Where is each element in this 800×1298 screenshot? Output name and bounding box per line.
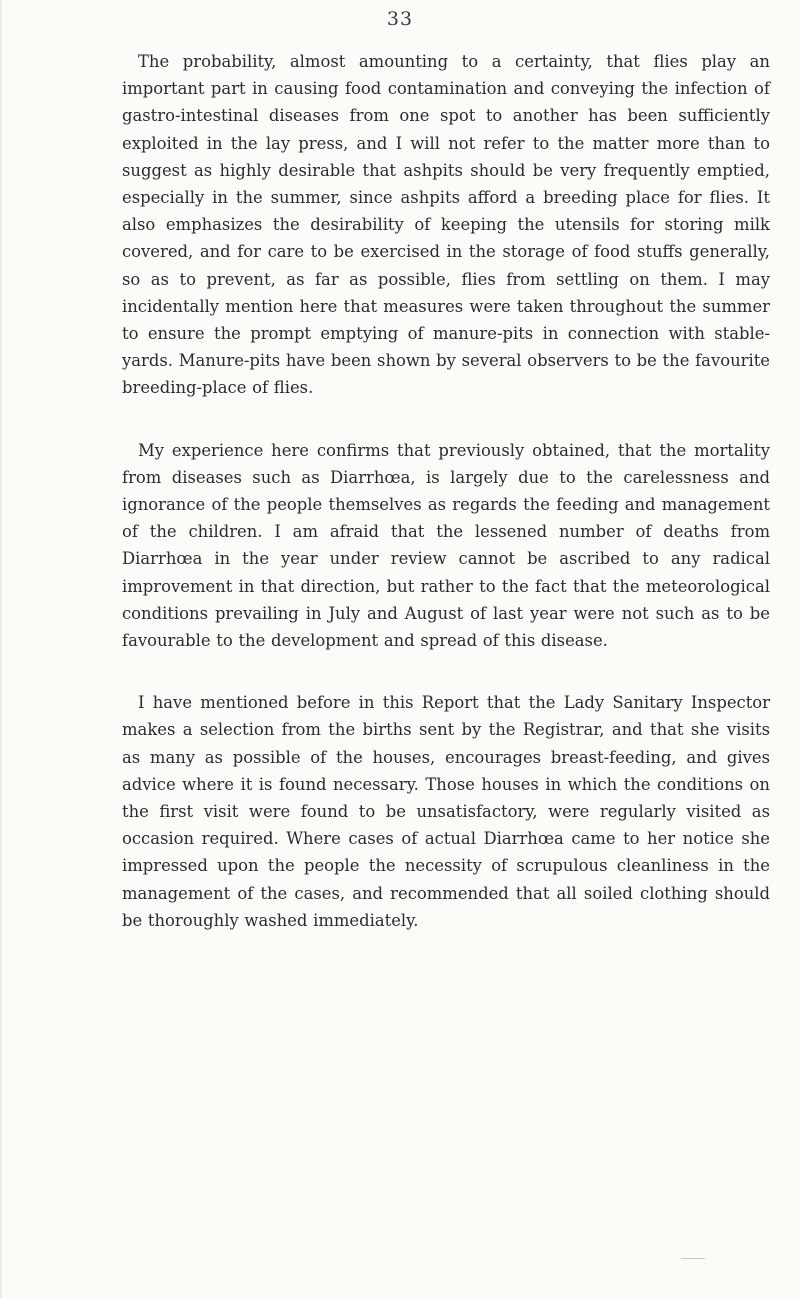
- paragraph-flies: The probability, almost amounting to a certainty, that flies play an important part in causing food contamination and conveying the infection of gastro-intestinal diseases from one spot to another has been sufficiently exploited in the lay press, and I will not refer to the matter more than to suggest as highly desirable that ashpits should be very frequently emptied, especially in the summer, since ashpits afford a breeding place for flies. It also emphasizes the desirability of keeping the utensils for storing milk covered, and for care to be exercised in the storage of food stuffs generally, so as to prevent, as far as possible, flies from settling on them. I may incidentally mention here that measures were taken throughout the summer to ensure the prompt emptying of manure-pits in connection with stable-yards. Manure-pits have been shown by several observers to be the favourite breeding-place of flies.: [122, 52, 770, 398]
- stray-ink-mark: [681, 1258, 705, 1259]
- paragraph-sanitary-inspector: I have mentioned before in this Report that the Lady Sanitary Inspector makes a selection from the births sent by the Registrar, and that she visits as many as possible of the houses, encourages breast-feeding, and gives advice where it is found necessary. Those houses in which the conditions on the first visit were found to be unsatisfactory, were regularly visited as occasion required. Where cases of actual Diarrhœa came to her notice she impressed upon the people the necessity of scrupulous cleanliness in the management of the cases, and recommended that all soiled clothing should be thoroughly washed immediately.: [122, 693, 770, 930]
- paragraph-diarrhoea-mortality: My experience here confirms that previously obtained, that the mortality from diseases such as Diarrhœa, is largely due to the carelessness and ignorance of the people themselves as regards the feeding and management of the children. I am afraid that the lessened number of deaths from Diarrhœa in the year under review cannot be ascribed to any radical improvement in that direction, but rather to the fact that the meteorological conditions prevailing in July and August of last year were not such as to be favourable to the development and spread of this disease.: [122, 440, 770, 651]
- body-text: [122, 48, 770, 934]
- page-number: 33: [386, 8, 414, 30]
- page-edge-shadow: [0, 0, 3, 1298]
